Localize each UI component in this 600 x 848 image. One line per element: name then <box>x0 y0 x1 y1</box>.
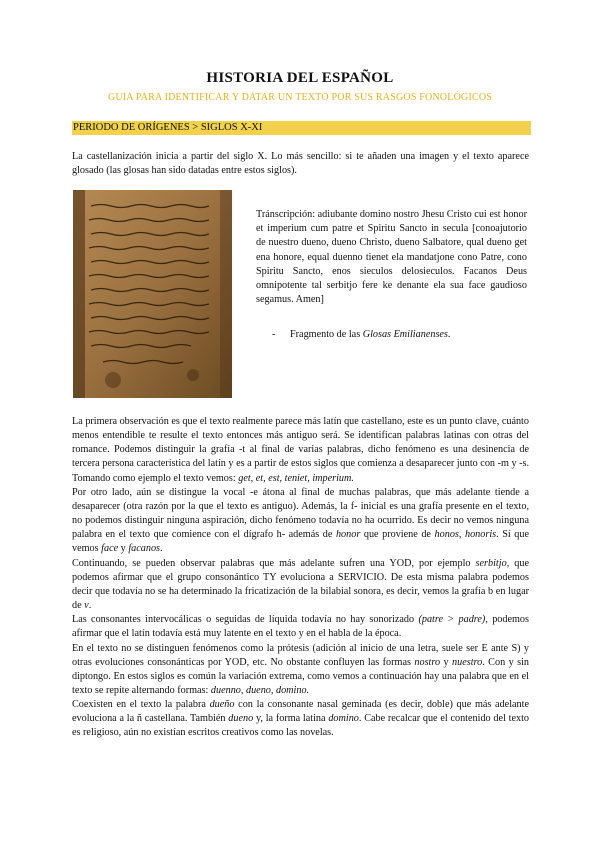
transcription-text: Tránscripción: adiubante domino nostro Jhesu Cristo cui est honor et imperium cum patre et Spiritu Sancto in secula [conoajutorio de nuestro dueno, dueno Christo, dueno Salbatore, qual dueno get ena honore, equal duenno tienet ela mandatjone cono Patre, cono Spiritu Sancto, enos sieculos delosieculos. Facanos Deus omnipotente tal serbitjo fere ke denante ela sua face gaudioso segamus. Amen] <box>256 209 527 306</box>
fragment-name: Glosas Emilianenses <box>362 329 448 340</box>
text-run-italic: serbitjo <box>475 557 507 569</box>
text-run: Por otro lado, aún se distingue la vocal -e átona al final de muchas palabras, que más adelante tiende a desaparecer (otra razón por la que el texto es antiguo). Además, la f- inicial es una grafía presente en el texto, no podemos distinguir ninguna aspiración, dicho fenómeno todavía no ha ocurrido. Es decir no vemos ninguna palabra en el texto que comience con el dígrafo h- además de <box>72 486 529 541</box>
text-run: , podemos afirmar que el latín todavía está muy latente en el texto y en el habla de la época. <box>72 614 529 640</box>
text-run: y <box>440 656 453 668</box>
manuscript-image <box>73 190 232 398</box>
text-run-italic: duenno, dueno, domino. <box>210 684 310 696</box>
text-run-italic: nostro <box>414 656 441 668</box>
text-run: . Sí que vemos <box>72 529 530 555</box>
text-run: La primera observación es que el texto realmente parece más latín que castellano, este es un punto clave, cuánto menos entendible te resulte el texto entonces más antiguo será. Se identifican palabras latinas con otras del romance. Podemos distinguir la grafía -t al final de varias palabras, dicho fenómeno es una desinencia de tercera persona característica del latín y es a partir de estos siglos que comienza a desaparecer junto con -m y -s. Tomando como ejemplo el texto vemos: <box>72 416 529 484</box>
paragraph-2 <box>72 486 529 557</box>
text-run-italic: facanos <box>128 543 161 555</box>
text-run: con la consonante nasal geminada (es decir, doble) que más adelante evoluciona a la ñ castellana. También <box>72 699 529 725</box>
paragraph-3 <box>72 557 529 614</box>
text-run-italic: dueño <box>209 699 235 711</box>
text-run: Continuando, se pueden observar palabras que más adelante sufren una YOD, por ejemplo <box>72 557 476 569</box>
text-run-italic: nuestro <box>452 656 483 668</box>
paragraph-4 <box>72 613 529 641</box>
text-run-italic: get, et, est, tenіet, imperium. <box>238 472 354 484</box>
text-run-italic: v <box>84 600 89 612</box>
text-run-italic: (patre > padre) <box>418 614 486 626</box>
text-run: , que podemos afirmar que el grupo consonántico TY evoluciona a SERVICIO. De esta misma palabra podemos decir que todavía no se ha determinado la fricatización de la bilabial sonora, es decir, vemos la grafía b en lugar de <box>72 557 529 612</box>
text-run-italic: honor <box>335 529 361 541</box>
document-title: HISTORIA DEL ESPAÑOL <box>206 70 394 86</box>
text-run: Las consonantes intervocálicas o seguidas de líquida todavía no hay sonorizado <box>72 614 419 626</box>
intro-paragraph: La castellanización inicia a partir del siglo X. Lo más sencillo: si te añaden una imagen y el texto aparece glosado (las glosas han sido datadas entre estos siglos). <box>72 151 529 177</box>
text-run: . Con y sin diptongo. En estos siglos es común la variación extrema, como vemos a continuación hay una palabra que en el texto se repite alternando formas: <box>72 656 530 696</box>
text-run: . Cabe recalcar que el contenido del texto es religioso, aún no existían escritos creativos como las novelas. <box>72 713 529 739</box>
text-run: y <box>118 543 129 555</box>
text-run: . <box>160 543 163 555</box>
text-run: En el texto no se distinguen fenómenos como la prótesis (adición al inicio de una letra, suele ser E ante S) y otras evoluciones consonánticas por YOD, etc. No obstante confluyen las formas <box>72 642 529 668</box>
fragment-prefix: Fragmento de las <box>290 329 363 340</box>
section-heading: PERIODO DE ORÍGENES > SIGLOS X-XI <box>72 121 531 135</box>
fragment-suffix: . <box>447 329 451 340</box>
text-run: Coexisten en el texto la palabra <box>72 699 210 711</box>
text-run-italic: dueno <box>228 713 254 725</box>
text-run-italic: face <box>101 543 119 555</box>
manuscript-illustration <box>73 190 232 398</box>
paragraph-6 <box>72 698 529 740</box>
text-run-italic: domino <box>328 713 359 725</box>
text-run: que proviene de <box>360 529 435 541</box>
text-run-italic: honos, honoris <box>434 529 497 541</box>
text-run: . <box>88 600 92 612</box>
text-run: y, la forma latina <box>253 713 329 725</box>
analysis-body <box>72 415 529 741</box>
paragraph-1 <box>72 415 529 486</box>
bullet-dash: - <box>272 329 276 340</box>
paragraph-5 <box>72 642 529 699</box>
document-subtitle: GUIA PARA IDENTIFICAR Y DATAR UN TEXTO POR SUS RASGOS FONOLÓGICOS <box>107 92 493 103</box>
fragment-caption <box>272 328 450 342</box>
